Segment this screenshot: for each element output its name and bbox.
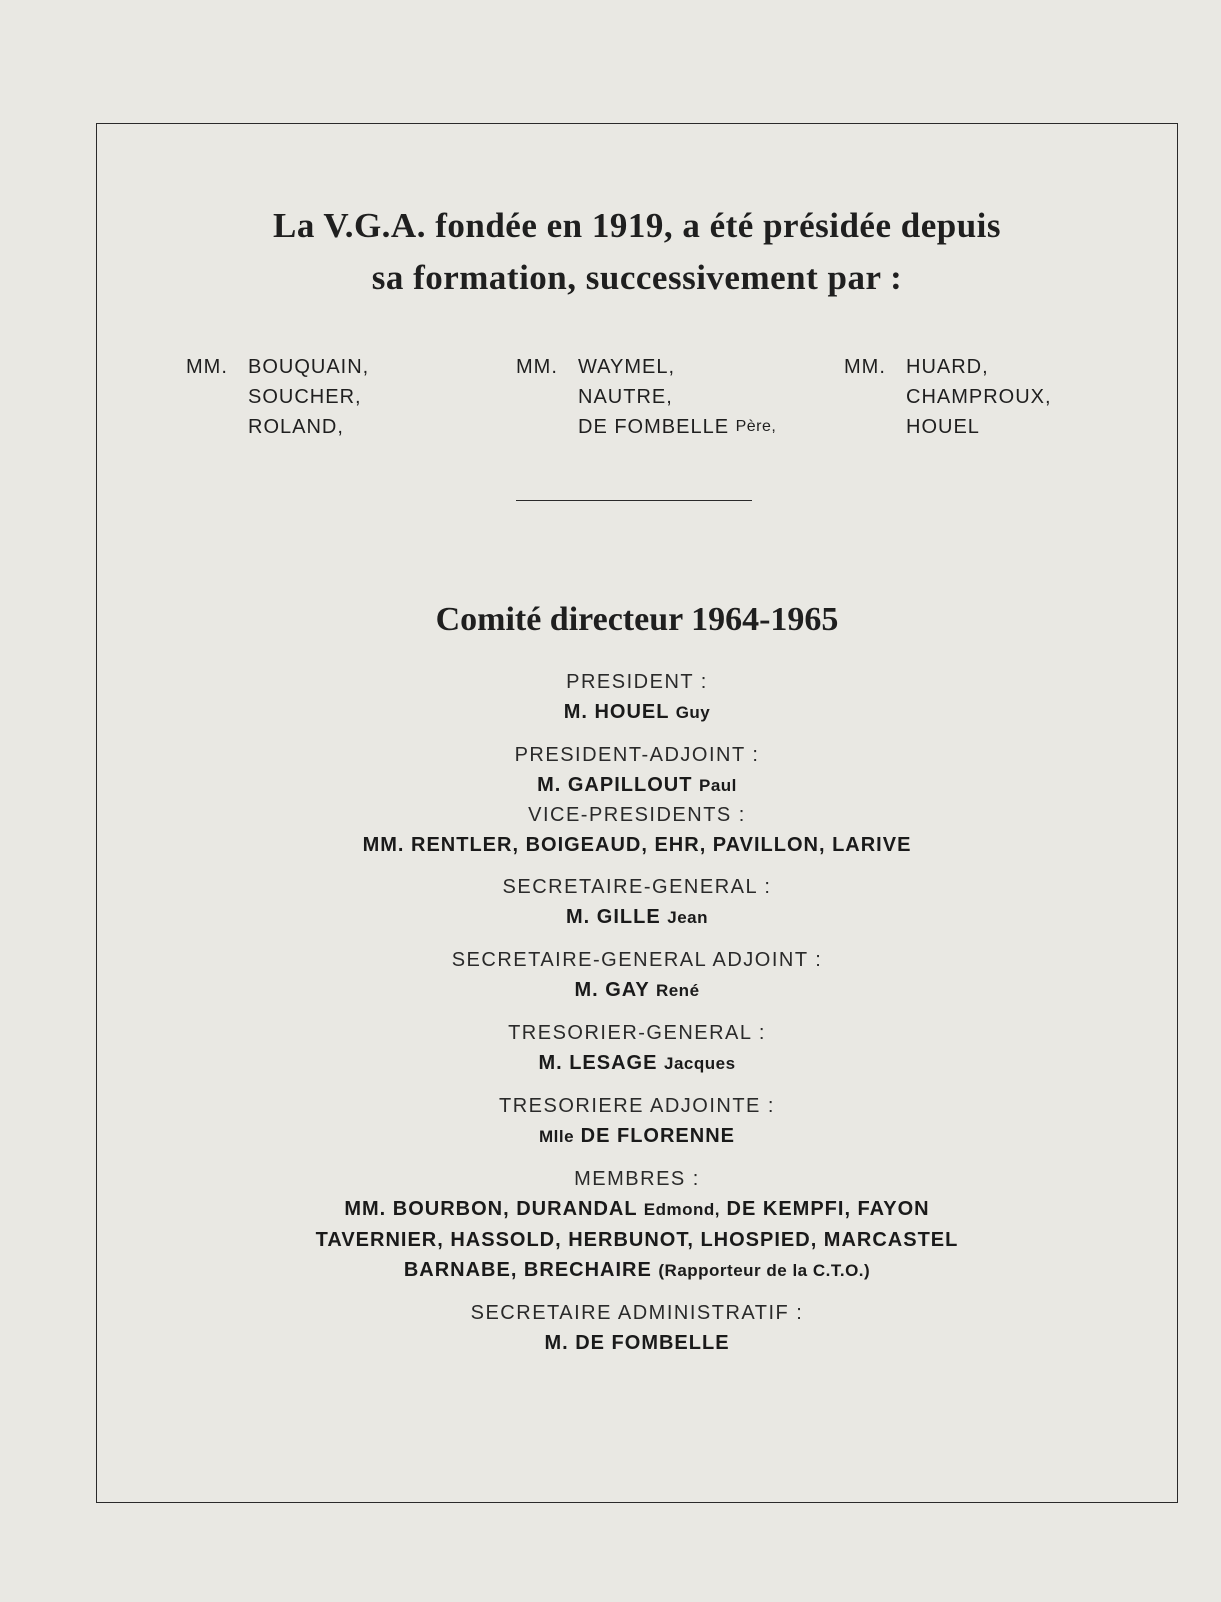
- title-line-1: La V.G.A. fondée en 1919, a été présidée depuis: [272, 206, 1002, 245]
- president-name: ROLAND,: [248, 416, 344, 438]
- name-secretaire-general-adjoint: M. GAY René: [574, 979, 700, 1001]
- prefix: MM.: [186, 356, 228, 378]
- membres-line-2: TAVERNIER, HASSOLD, HERBUNOT, LHOSPIED, MARCASTEL: [315, 1229, 959, 1251]
- prefix: MM.: [844, 356, 886, 378]
- comite-title: Comité directeur 1964-1965: [435, 601, 839, 638]
- president-name: SOUCHER,: [248, 386, 362, 408]
- president-name: DE FOMBELLE: [578, 416, 730, 438]
- role-vice-presidents: VICE-PRESIDENTS :: [528, 804, 746, 826]
- role-president-adjoint: PRESIDENT-ADJOINT :: [514, 744, 760, 766]
- president-name: NAUTRE,: [578, 386, 673, 408]
- role-secretaire-administratif: SECRETAIRE ADMINISTRATIF :: [470, 1302, 804, 1324]
- name-vice-presidents: MM. RENTLER, BOIGEAUD, EHR, PAVILLON, LARIVE: [362, 834, 912, 856]
- name-secretaire-general: M. GILLE Jean: [566, 906, 708, 928]
- role-secretaire-general: SECRETAIRE-GENERAL :: [502, 876, 772, 898]
- president-name: WAYMEL,: [578, 356, 676, 378]
- name-president-adjoint: M. GAPILLOUT Paul: [537, 774, 737, 796]
- committee-list: [96, 668, 1178, 1358]
- membres-line-1: MM. BOURBON, DURANDAL Edmond, DE KEMPFI, FAYON: [344, 1198, 930, 1220]
- separator-line: [516, 500, 752, 501]
- role-tresoriere-adjointe: TRESORIERE ADJOINTE :: [499, 1095, 775, 1117]
- title-line-2: sa formation, successivement par :: [371, 258, 903, 297]
- membres-line-3: BARNABE, BRECHAIRE (Rapporteur de la C.T.O.): [403, 1259, 871, 1281]
- role-secretaire-general-adjoint: SECRETAIRE-GENERAL ADJOINT :: [451, 949, 823, 971]
- past-presidents-column-2: [516, 352, 776, 442]
- past-presidents-column-1: [186, 352, 369, 442]
- name-president: M. HOUEL Guy: [563, 701, 711, 723]
- page-title: [96, 200, 1178, 304]
- president-name: HOUEL: [906, 416, 980, 438]
- past-presidents-column-3: [844, 352, 1052, 442]
- name-secretaire-administratif: M. DE FOMBELLE: [544, 1332, 730, 1354]
- president-name: CHAMPROUX,: [906, 386, 1052, 408]
- president-name: HUARD,: [906, 356, 989, 378]
- role-membres: MEMBRES :: [574, 1168, 700, 1190]
- name-tresorier-general: M. LESAGE Jacques: [538, 1052, 736, 1074]
- president-name: BOUQUAIN,: [248, 356, 370, 378]
- role-president: PRESIDENT :: [566, 671, 708, 693]
- prefix: MM.: [516, 356, 558, 378]
- name-tresoriere-adjointe: Mlle DE FLORENNE: [539, 1125, 735, 1147]
- role-tresorier-general: TRESORIER-GENERAL :: [508, 1022, 766, 1044]
- president-suffix: Père,: [735, 418, 777, 435]
